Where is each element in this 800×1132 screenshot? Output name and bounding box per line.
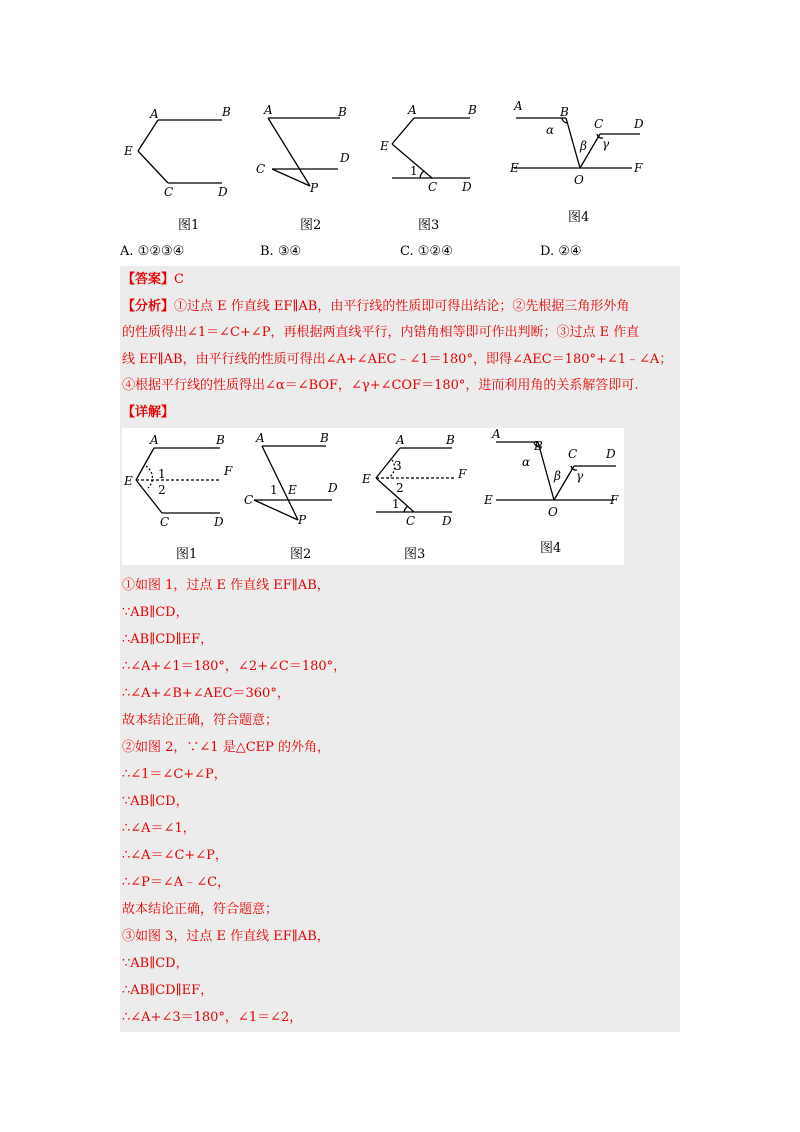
analysis-label: 【分析】 [122, 299, 175, 314]
detail-label: 【详解】 [122, 405, 175, 420]
answer-choices [120, 244, 680, 266]
solution-line: ∵AB∥CD， [122, 794, 189, 809]
svg-text:C: C [406, 514, 416, 528]
figure-caption: 图2 [300, 218, 322, 233]
svg-text:3: 3 [394, 459, 402, 473]
svg-text:A: A [150, 433, 159, 447]
label-A: A [150, 107, 159, 121]
detail-figure-4 [484, 428, 624, 565]
svg-text:E: E [124, 474, 133, 488]
label-D: D [462, 180, 472, 194]
analysis-line-4: ④根据平行线的性质得出∠α＝∠BOF，∠γ+∠COF＝180°，进而利用角的关系解答即可. [122, 378, 639, 393]
solution-line: ∴∠A+∠1＝180°，∠2+∠C＝180°， [122, 659, 347, 674]
solution-line: ∵AB∥CD， [122, 956, 189, 971]
label-O: O [574, 173, 584, 187]
solution-line: ∴∠A+∠3＝180°，∠1＝∠2， [122, 1010, 303, 1025]
svg-text:A: A [492, 428, 501, 441]
answer-label: 【答案】 [122, 272, 175, 287]
svg-text:2: 2 [396, 481, 404, 495]
angle-1-label: 1 [410, 164, 418, 178]
question-figures [110, 96, 680, 246]
solution-line: ∴AB∥CD∥EF， [122, 632, 214, 647]
label-E: E [380, 139, 389, 153]
label-D: D [218, 185, 228, 199]
svg-text:α: α [522, 455, 531, 469]
angle-gamma-label: γ [602, 137, 610, 151]
svg-text:E: E [288, 483, 297, 497]
solution-line: ∵AB∥CD， [122, 605, 189, 620]
label-C: C [164, 185, 174, 199]
svg-text:P: P [298, 513, 307, 527]
answer-line [122, 270, 184, 290]
solution-line: ∴∠A＝∠C+∠P， [122, 848, 228, 863]
svg-text:F: F [458, 467, 467, 481]
solution-line: ∴∠P＝∠A﹣∠C， [122, 875, 231, 890]
label-A: A [264, 103, 273, 117]
figure-caption: 图4 [568, 210, 590, 225]
solution-line: 故本结论正确，符合题意； [122, 713, 279, 728]
label-B: B [560, 105, 569, 119]
label-B: B [338, 105, 347, 119]
label-A: A [408, 103, 417, 117]
solution-line: ①如图 1，过点 E 作直线 EF∥AB， [122, 578, 330, 593]
solution-line: ③如图 3，过点 E 作直线 EF∥AB， [122, 929, 330, 944]
label-D: D [340, 151, 350, 165]
detail-figure-2 [242, 428, 362, 565]
analysis-line-2: 的性质得出∠1＝∠C+∠P，再根据两直线平行，内错角相等即可作出判断；③过点 E 作直 [122, 325, 640, 340]
svg-text:A: A [396, 433, 405, 447]
label-E: E [510, 161, 519, 175]
svg-text:图4: 图4 [540, 541, 562, 556]
figure-4 [510, 96, 660, 246]
svg-text:β: β [554, 469, 561, 483]
svg-text:C: C [244, 493, 254, 507]
svg-text:1: 1 [270, 483, 278, 497]
svg-text:F: F [610, 493, 619, 507]
figure-caption: 图3 [418, 218, 440, 233]
figure-2 [250, 96, 390, 246]
svg-text:D: D [442, 514, 452, 528]
label-C: C [428, 180, 438, 194]
figure-3 [380, 96, 520, 246]
choice-b[interactable]: B. ③④ [260, 244, 302, 259]
solution-line: ∴∠A＝∠1， [122, 821, 196, 836]
label-D: D [634, 117, 644, 131]
analysis-line-3: 线 EF∥AB，由平行线的性质可得出∠A+∠AEC﹣∠1＝180°，即得∠AEC＝180°+∠1﹣∠A； [122, 352, 673, 367]
svg-text:E: E [362, 472, 371, 486]
solution-line: ∴AB∥CD∥EF， [122, 983, 214, 998]
figure-caption: 图1 [178, 218, 200, 233]
solution-line: ②如图 2，∵∠1 是△CEP 的外角， [122, 740, 331, 755]
svg-text:O: O [548, 505, 558, 519]
svg-text:1: 1 [392, 497, 400, 511]
svg-text:B: B [216, 433, 225, 447]
label-A: A [514, 99, 523, 113]
svg-text:B: B [446, 433, 455, 447]
figure-1 [110, 96, 250, 246]
analysis-line-1: 【分析】①过点 E 作直线 EF∥AB，由平行线的性质即可得出结论；②先根据三角形外角 [122, 299, 630, 314]
detail-figures [122, 428, 624, 565]
svg-text:C: C [160, 515, 170, 529]
svg-text:1: 1 [158, 467, 166, 481]
svg-text:D: D [214, 515, 224, 529]
detail-figure-1 [122, 428, 252, 565]
solution-line: ∴∠A+∠B+∠AEC＝360°， [122, 686, 290, 701]
detail-figure-3 [362, 428, 482, 565]
label-B: B [222, 105, 231, 119]
svg-text:D: D [328, 481, 338, 495]
svg-text:2: 2 [158, 483, 166, 497]
label-E: E [124, 144, 133, 158]
svg-text:C: C [568, 447, 578, 461]
choice-c[interactable]: C. ①②④ [400, 244, 453, 259]
label-F: F [634, 161, 643, 175]
answer-value: C [174, 272, 184, 287]
svg-text:图3: 图3 [404, 547, 426, 562]
svg-text:B: B [320, 431, 329, 445]
svg-text:D: D [606, 447, 616, 461]
angle-alpha-label: α [546, 123, 555, 137]
label-B: B [468, 103, 477, 117]
svg-text:E: E [484, 493, 493, 507]
solution-line: 故本结论正确，符合题意； [122, 902, 279, 917]
svg-text:图2: 图2 [290, 547, 312, 562]
choice-a[interactable]: A. ①②③④ [120, 244, 185, 259]
label-P: P [310, 181, 319, 195]
angle-beta-label: β [580, 139, 587, 153]
svg-text:图1: 图1 [176, 547, 198, 562]
label-C: C [256, 162, 266, 176]
svg-text:F: F [224, 464, 233, 478]
svg-text:A: A [256, 431, 265, 445]
choice-d[interactable]: D. ②④ [540, 244, 582, 259]
solution-line: ∴∠1＝∠C+∠P， [122, 767, 227, 782]
svg-text:B: B [534, 439, 543, 453]
svg-text:γ: γ [576, 469, 584, 483]
label-C: C [594, 117, 604, 131]
